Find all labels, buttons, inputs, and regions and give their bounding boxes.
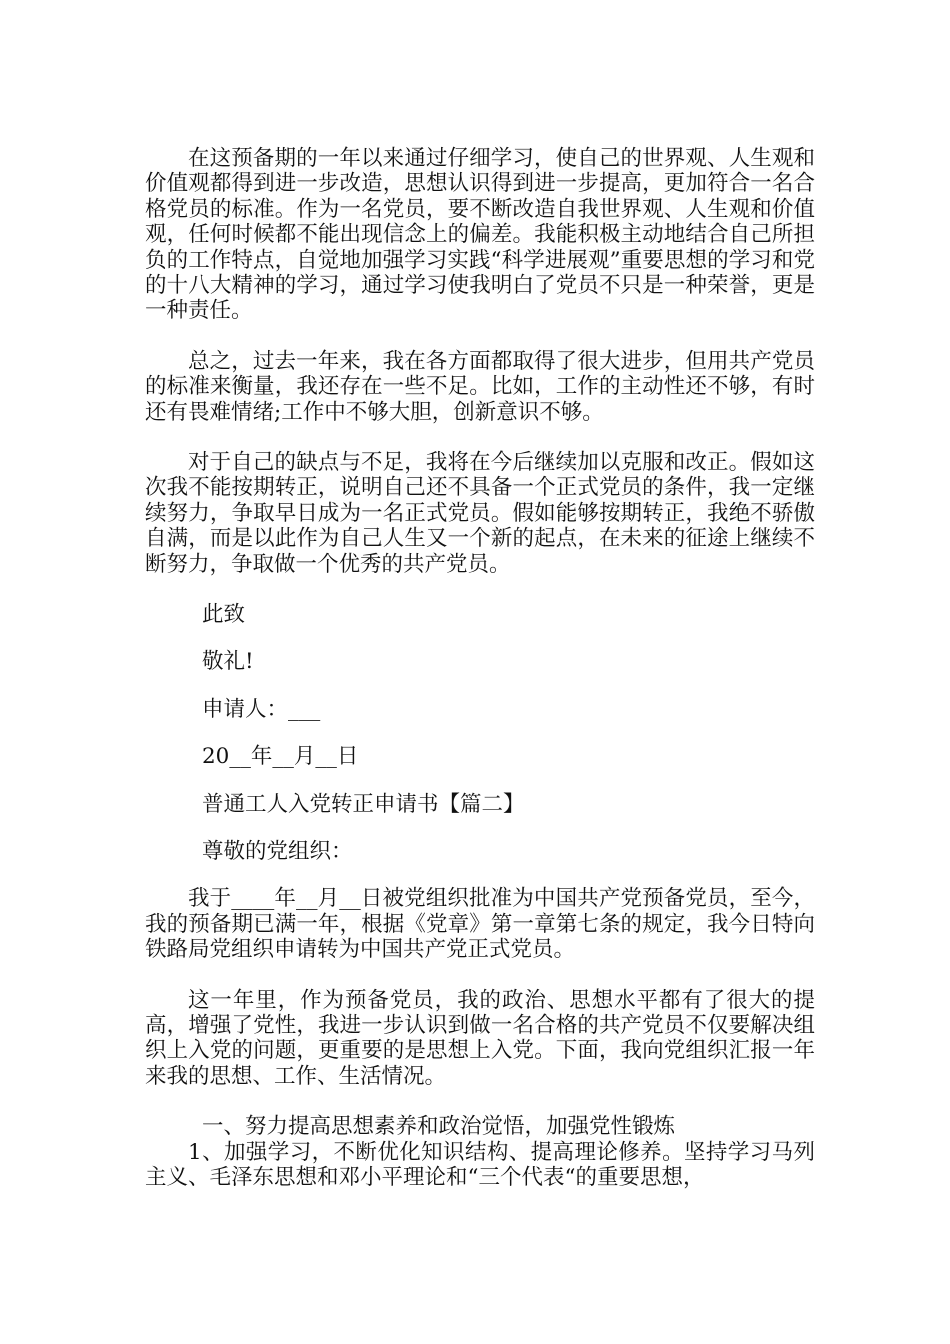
paragraph-summary: 总之，过去一年来，我在各方面都取得了很大进步，但用共产党员的标准来衡量，我还存在一些不足。比如，工作的主动性还不够，有时还有畏难情绪;工作中不够大胆，创新意识不够。	[145, 348, 815, 425]
paragraph-shortcomings: 对于自己的缺点与不足，我将在今后继续加以克服和改正。假如这次我不能按期转正，说明自己还不具备一个正式党员的条件，我一定继续努力，争取早日成为一名正式党员。假如能够按期转正，我绝不骄傲自满，而是以此作为自己人生又一个新的起点，在未来的征途上继续不断努力，争取做一个优秀的共产党员。	[145, 450, 815, 577]
paragraph-study: 在这预备期的一年以来通过仔细学习，使自己的世界观、人生观和价值观都得到进一步改造，思想认识得到进一步提高，更加符合一名合格党员的标准。作为一名党员，要不断改造自我世界观、人生观和价值观，任何时候都不能出现信念上的偏差。我能积极主动地结合自己所担负的工作特点，自觉地加强学习实践“科学进展观”重要思想的学习和党的十八大精神的学习，通过学习使我明白了党员不只是一种荣誉，更是一种责任。	[145, 146, 815, 324]
closing-salutation: 此致	[202, 602, 246, 628]
heading-one: 一、努力提高思想素养和政治觉悟，加强党性锻炼	[202, 1114, 676, 1140]
closing-date: 20__年__月__日	[202, 744, 359, 770]
section-title: 普通工人入党转正申请书【篇二】	[202, 791, 525, 817]
document-page	[145, 146, 815, 1190]
closing-applicant: 申请人：___	[202, 696, 321, 722]
item-one: 1、加强学习，不断优化知识结构、提高理论修养。坚持学习马列主义、毛泽东思想和邓小平理论和“三个代表“的重要思想，	[145, 1139, 815, 1191]
paragraph-year-review: 这一年里，作为预备党员，我的政治、思想水平都有了很大的提高，增强了党性，我进一步认识到做一名合格的共产党员不仅要解决组织上入党的问题，更重要的是思想上入党。下面，我向党组织汇报一年来我的思想、工作、生活情况。	[145, 987, 815, 1089]
paragraph-approval: 我于____年__月__日被党组织批准为中国共产党预备党员，至今，我的预备期已满一年，根据《党章》第一章第七条的规定，我今日特向铁路局党组织申请转为中国共产党正式党员。	[145, 886, 815, 963]
greeting: 尊敬的党组织：	[202, 839, 353, 865]
closing-respect: 敬礼!	[202, 649, 254, 675]
